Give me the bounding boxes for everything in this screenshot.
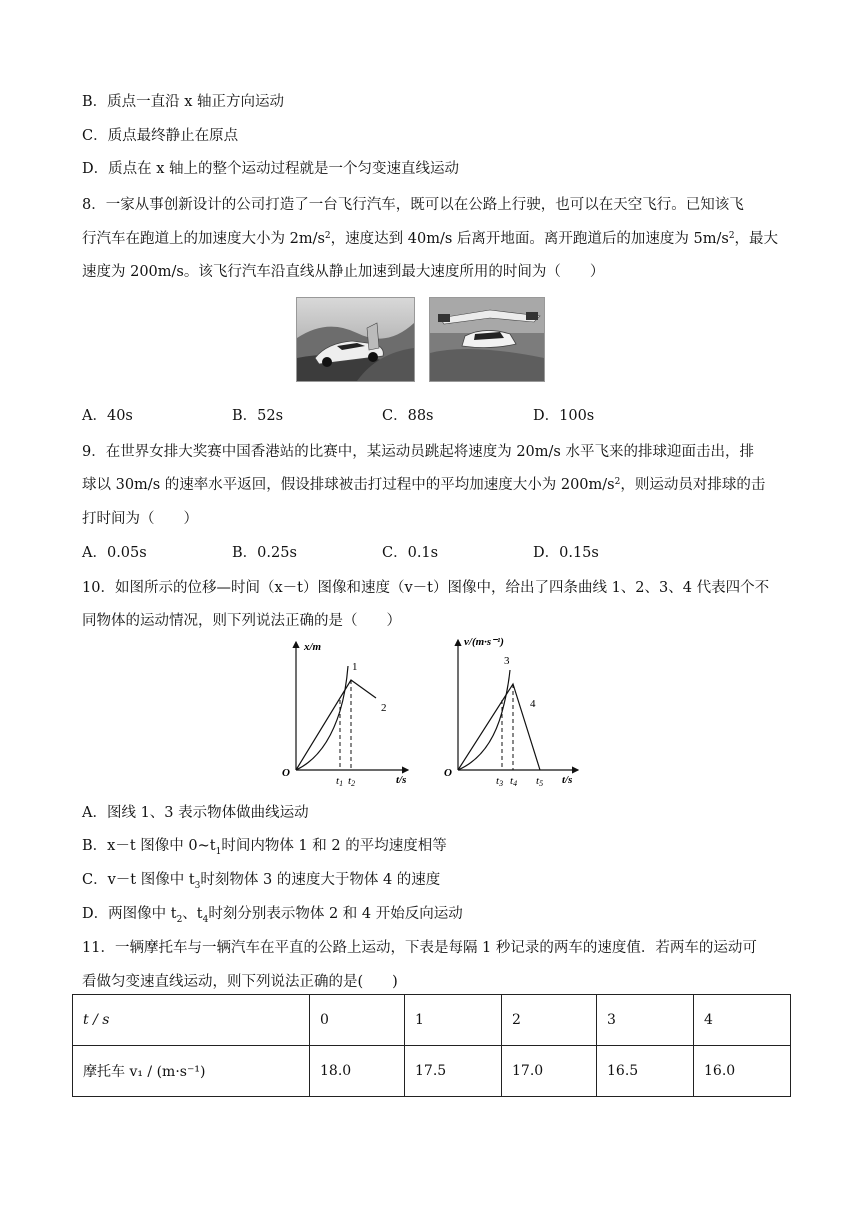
q11-stem-line2: 看做匀变速直线运动，则下列说法正确的是( ) (82, 974, 398, 990)
q7-option-d: D．质点在 x 轴上的整个运动过程就是一个匀变速直线运动 (82, 161, 460, 177)
q9-stem-line3: 打时间为（ ） (82, 511, 198, 527)
q7-option-b: B．质点一直沿 x 轴正方向运动 (82, 94, 285, 110)
vt-y-label: v/(m·s⁻¹) (464, 636, 504, 648)
vt-tick-t3: t3 (496, 775, 504, 788)
table-header-row (73, 995, 791, 1046)
xt-y-label: x/m (304, 641, 322, 653)
xt-x-label: t/s (396, 774, 407, 786)
flying-car-road-image (296, 297, 415, 382)
q8-option-d: D．100s (533, 408, 595, 424)
vt-curve-4-label: 4 (530, 698, 536, 710)
flying-car-sky-image (429, 297, 545, 382)
table-cell: 16.0 (694, 1046, 791, 1097)
xt-graph (278, 636, 418, 788)
q8-option-a: A．40s (82, 408, 133, 424)
q8-stem-line1: 8．一家从事创新设计的公司打造了一台飞行汽车，既可以在公路上行驶，也可以在天空飞行。已知该飞 (82, 197, 744, 213)
xt-tick-t2: t2 (348, 775, 356, 788)
table-cell: 3 (597, 995, 694, 1046)
table-cell: 17.5 (405, 1046, 502, 1097)
q10-option-c: C．v－t 图像中 $t_3$时刻物体 3 的速度大于物体 4 的速度 (82, 872, 441, 891)
q10-stem-line1: 10．如图所示的位移—时间（x－t）图像和速度（v－t）图像中，给出了四条曲线 1、2、3、4 代表四个不 (82, 580, 770, 596)
table-cell: 17.0 (502, 1046, 597, 1097)
q8-option-c: C．88s (382, 408, 434, 424)
table-cell: 摩托车 v₁ / (m·s⁻¹) (73, 1046, 310, 1097)
table-cell: 0 (310, 995, 405, 1046)
q8-stem-line2: 行汽车在跑道上的加速度大小为 $2m/s^2$，速度达到 40m/s 后离开地面。离开跑道后的加速度为 $5m/s^2$，最大 (82, 231, 779, 247)
table-cell: 16.5 (597, 1046, 694, 1097)
vt-graph (440, 632, 590, 788)
q10-option-d: D．两图像中 $t_2$、$t_4$时刻分别表示物体 2 和 4 开始反向运动 (82, 906, 463, 925)
vt-curve-3 (458, 670, 510, 770)
q7-option-c: C．质点最终静止在原点 (82, 128, 239, 144)
xt-origin: O (282, 767, 290, 779)
vt-curve-3-label: 3 (504, 655, 510, 667)
table-cell: 18.0 (310, 1046, 405, 1097)
xt-tick-t1: t1 (336, 775, 344, 788)
table-cell: 1 (405, 995, 502, 1046)
table-row (73, 1046, 791, 1097)
q9-stem-line1: 9．在世界女排大奖赛中国香港站的比赛中，某运动员跳起将速度为 20m/s 水平飞来的排球迎面击出，排 (82, 444, 754, 460)
vt-origin: O (444, 767, 452, 779)
speed-table (72, 994, 791, 1097)
xt-curve-2-label: 2 (381, 702, 387, 714)
table-cell: 2 (502, 995, 597, 1046)
q9-option-a: A．0.05s (82, 545, 147, 561)
q9-option-b: B．0.25s (232, 545, 297, 561)
q8-stem-line3: 速度为 200m/s。该飞行汽车沿直线从静止加速到最大速度所用的时间为（ ） (82, 264, 605, 280)
vt-curve-4 (458, 684, 540, 770)
q11-stem-line1: 11．一辆摩托车与一辆汽车在平直的公路上运动，下表是每隔 1 秒记录的两车的速度值．若两车的运动可 (82, 940, 757, 956)
q10-stem-line2: 同物体的运动情况，则下列说法正确的是（ ） (82, 613, 401, 629)
xt-curve-1-label: 1 (352, 661, 358, 673)
vt-x-label: t/s (562, 774, 573, 786)
q9-option-c: C．0.1s (382, 545, 439, 561)
xt-curve-2 (296, 680, 376, 770)
q9-stem-line2: 球以 30m/s 的速率水平返回，假设排球被击打过程中的平均加速度大小为 $200m/s^2$，则运动员对排球的击 (82, 477, 766, 493)
q8-option-b: B．52s (232, 408, 284, 424)
table-cell: 4 (694, 995, 791, 1046)
q10-option-a: A．图线 1、3 表示物体做曲线运动 (82, 805, 309, 821)
q9-option-d: D．0.15s (533, 545, 599, 561)
vt-tick-t5: t5 (536, 775, 544, 788)
table-cell: t / s (73, 995, 310, 1046)
vt-tick-t4: t4 (510, 775, 518, 788)
q10-option-b: B．x－t 图像中 $0\sim t_1$时间内物体 1 和 2 的平均速度相等 (82, 838, 447, 857)
